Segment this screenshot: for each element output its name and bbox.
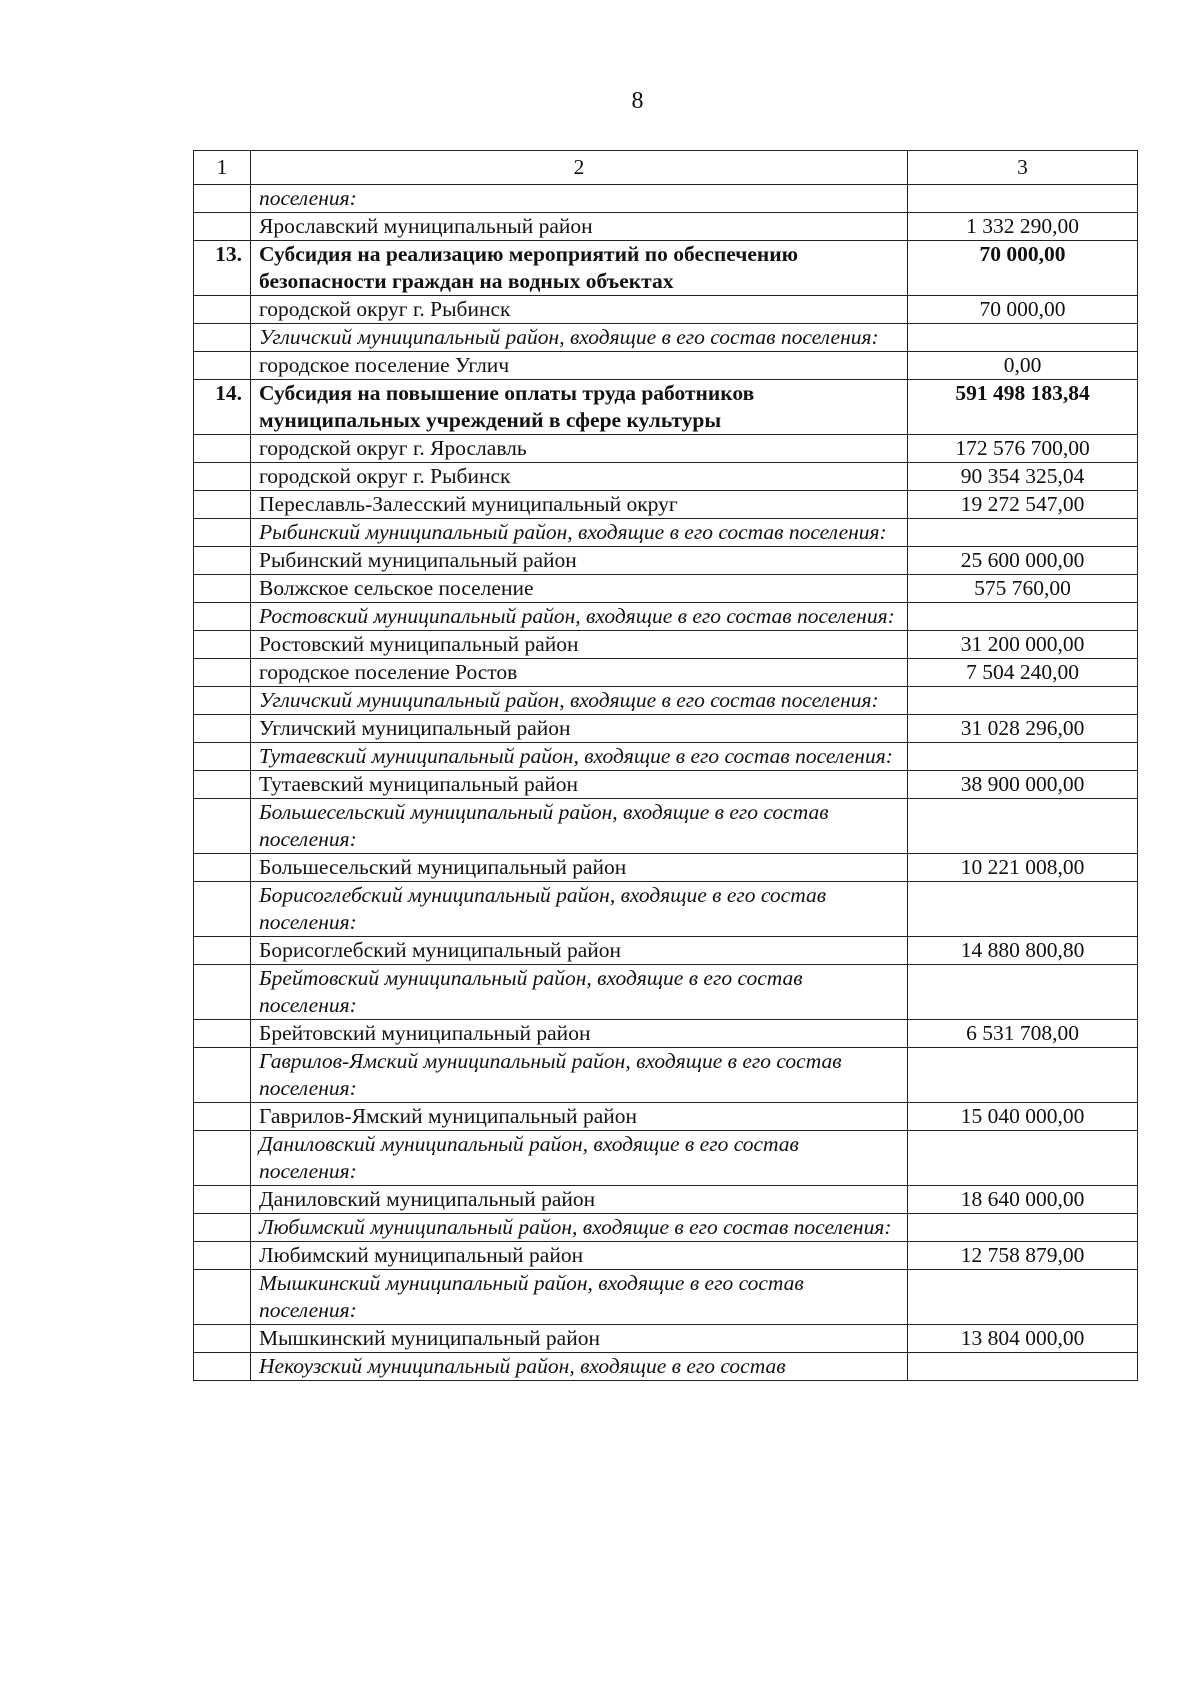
- row-label-cell: Ярославский муниципальный район: [251, 213, 908, 241]
- table-row: [194, 1103, 1138, 1131]
- table-row: [194, 882, 1138, 937]
- row-amount-cell: [908, 687, 1138, 715]
- table-row: [194, 380, 1138, 435]
- row-number-cell: [194, 937, 251, 965]
- row-number-cell: [194, 1103, 251, 1131]
- row-amount-cell: 70 000,00: [908, 241, 1138, 296]
- table-row: [194, 854, 1138, 882]
- row-label-cell: Даниловский муниципальный район: [251, 1186, 908, 1214]
- row-number-cell: [194, 882, 251, 937]
- row-amount-cell: 38 900 000,00: [908, 771, 1138, 799]
- row-label-cell: Большесельский муниципальный район, входящие в его состав поселения:: [251, 799, 908, 854]
- row-number-cell: 14.: [194, 380, 251, 435]
- row-amount-cell: 90 354 325,04: [908, 463, 1138, 491]
- row-label-cell: Большесельский муниципальный район: [251, 854, 908, 882]
- row-number-cell: [194, 631, 251, 659]
- row-number-cell: [194, 799, 251, 854]
- row-number-cell: [194, 854, 251, 882]
- table-row: [194, 519, 1138, 547]
- row-number-cell: [194, 296, 251, 324]
- row-amount-cell: 0,00: [908, 352, 1138, 380]
- table-row: [194, 603, 1138, 631]
- table-row: [194, 1048, 1138, 1103]
- row-amount-cell: [908, 1048, 1138, 1103]
- row-amount-cell: 10 221 008,00: [908, 854, 1138, 882]
- row-number-cell: [194, 575, 251, 603]
- row-number-cell: [194, 1131, 251, 1186]
- row-label-cell: Мышкинский муниципальный район, входящие в его состав поселения:: [251, 1270, 908, 1325]
- row-number-cell: [194, 771, 251, 799]
- row-amount-cell: [908, 185, 1138, 213]
- row-number-cell: [194, 1353, 251, 1381]
- row-label-cell: Субсидия на реализацию мероприятий по обеспечению безопасности граждан на водных объектах: [251, 241, 908, 296]
- row-amount-cell: 70 000,00: [908, 296, 1138, 324]
- column-header-number: 1: [194, 151, 251, 185]
- table-row: [194, 1020, 1138, 1048]
- row-number-cell: [194, 519, 251, 547]
- row-label-cell: Рыбинский муниципальный район, входящие в его состав поселения:: [251, 519, 908, 547]
- row-label-cell: Брейтовский муниципальный район, входящие в его состав поселения:: [251, 965, 908, 1020]
- row-amount-cell: 172 576 700,00: [908, 435, 1138, 463]
- page-number: 8: [631, 88, 644, 114]
- table-row: [194, 799, 1138, 854]
- table-row: [194, 185, 1138, 213]
- table-row: [194, 491, 1138, 519]
- row-number-cell: [194, 435, 251, 463]
- table-row: [194, 743, 1138, 771]
- row-number-cell: [194, 547, 251, 575]
- row-label-cell: Некоузский муниципальный район, входящие в его состав: [251, 1353, 908, 1381]
- row-number-cell: [194, 1048, 251, 1103]
- table-row: [194, 1242, 1138, 1270]
- table-row: [194, 1325, 1138, 1353]
- row-label-cell: городское поселение Углич: [251, 352, 908, 380]
- row-number-cell: [194, 603, 251, 631]
- table-row: [194, 937, 1138, 965]
- row-number-cell: 13.: [194, 241, 251, 296]
- table-row: [194, 463, 1138, 491]
- row-number-cell: [194, 1186, 251, 1214]
- table-row: [194, 324, 1138, 352]
- table-row: [194, 1131, 1138, 1186]
- table-row: [194, 771, 1138, 799]
- row-label-cell: Даниловский муниципальный район, входящие в его состав поселения:: [251, 1131, 908, 1186]
- row-label-cell: Борисоглебский муниципальный район, входящие в его состав поселения:: [251, 882, 908, 937]
- row-label-cell: Ростовский муниципальный район, входящие в его состав поселения:: [251, 603, 908, 631]
- row-number-cell: [194, 1242, 251, 1270]
- table-row: [194, 659, 1138, 687]
- row-label-cell: Тутаевский муниципальный район, входящие в его состав поселения:: [251, 743, 908, 771]
- row-number-cell: [194, 659, 251, 687]
- row-number-cell: [194, 715, 251, 743]
- row-label-cell: Любимский муниципальный район, входящие в его состав поселения:: [251, 1214, 908, 1242]
- table-row: [194, 213, 1138, 241]
- table-body: [194, 185, 1138, 1381]
- row-label-cell: Переславль-Залесский муниципальный округ: [251, 491, 908, 519]
- row-amount-cell: 591 498 183,84: [908, 380, 1138, 435]
- row-amount-cell: [908, 1353, 1138, 1381]
- row-label-cell: Гаврилов-Ямский муниципальный район: [251, 1103, 908, 1131]
- table-row: [194, 715, 1138, 743]
- row-amount-cell: 15 040 000,00: [908, 1103, 1138, 1131]
- row-amount-cell: 6 531 708,00: [908, 1020, 1138, 1048]
- row-number-cell: [194, 352, 251, 380]
- row-amount-cell: 13 804 000,00: [908, 1325, 1138, 1353]
- row-label-cell: Гаврилов-Ямский муниципальный район, входящие в его состав поселения:: [251, 1048, 908, 1103]
- row-label-cell: Волжское сельское поселение: [251, 575, 908, 603]
- row-label-cell: поселения:: [251, 185, 908, 213]
- row-label-cell: Угличский муниципальный район: [251, 715, 908, 743]
- row-number-cell: [194, 1214, 251, 1242]
- row-amount-cell: 25 600 000,00: [908, 547, 1138, 575]
- row-number-cell: [194, 324, 251, 352]
- row-amount-cell: 31 028 296,00: [908, 715, 1138, 743]
- row-amount-cell: [908, 965, 1138, 1020]
- table-row: [194, 241, 1138, 296]
- row-label-cell: Борисоглебский муниципальный район: [251, 937, 908, 965]
- table-row: [194, 965, 1138, 1020]
- row-label-cell: городской округ г. Ярославль: [251, 435, 908, 463]
- row-number-cell: [194, 213, 251, 241]
- row-amount-cell: [908, 1270, 1138, 1325]
- row-number-cell: [194, 743, 251, 771]
- row-amount-cell: 19 272 547,00: [908, 491, 1138, 519]
- row-amount-cell: [908, 324, 1138, 352]
- table-row: [194, 687, 1138, 715]
- row-amount-cell: 31 200 000,00: [908, 631, 1138, 659]
- row-number-cell: [194, 185, 251, 213]
- row-label-cell: Брейтовский муниципальный район: [251, 1020, 908, 1048]
- row-label-cell: городской округ г. Рыбинск: [251, 463, 908, 491]
- row-amount-cell: 575 760,00: [908, 575, 1138, 603]
- row-label-cell: Угличский муниципальный район, входящие в его состав поселения:: [251, 324, 908, 352]
- row-number-cell: [194, 1325, 251, 1353]
- table-row: [194, 575, 1138, 603]
- row-label-cell: городской округ г. Рыбинск: [251, 296, 908, 324]
- column-header-name: 2: [251, 151, 908, 185]
- row-label-cell: городское поселение Ростов: [251, 659, 908, 687]
- row-amount-cell: [908, 603, 1138, 631]
- row-amount-cell: [908, 519, 1138, 547]
- subsidy-table: [193, 150, 1138, 1381]
- table-row: [194, 296, 1138, 324]
- table-header-row: [194, 151, 1138, 185]
- table-row: [194, 1353, 1138, 1381]
- row-amount-cell: 12 758 879,00: [908, 1242, 1138, 1270]
- table-row: [194, 631, 1138, 659]
- row-label-cell: Любимский муниципальный район: [251, 1242, 908, 1270]
- row-number-cell: [194, 965, 251, 1020]
- column-header-amount: 3: [908, 151, 1138, 185]
- row-amount-cell: 18 640 000,00: [908, 1186, 1138, 1214]
- row-amount-cell: [908, 799, 1138, 854]
- row-label-cell: Ростовский муниципальный район: [251, 631, 908, 659]
- row-amount-cell: [908, 882, 1138, 937]
- row-label-cell: Рыбинский муниципальный район: [251, 547, 908, 575]
- table-row: [194, 435, 1138, 463]
- table-row: [194, 547, 1138, 575]
- row-amount-cell: 7 504 240,00: [908, 659, 1138, 687]
- row-label-cell: Субсидия на повышение оплаты труда работников муниципальных учреждений в сфере культуры: [251, 380, 908, 435]
- row-number-cell: [194, 687, 251, 715]
- row-label-cell: Угличский муниципальный район, входящие в его состав поселения:: [251, 687, 908, 715]
- row-label-cell: Тутаевский муниципальный район: [251, 771, 908, 799]
- row-amount-cell: [908, 1131, 1138, 1186]
- row-amount-cell: 1 332 290,00: [908, 213, 1138, 241]
- row-label-cell: Мышкинский муниципальный район: [251, 1325, 908, 1353]
- row-number-cell: [194, 463, 251, 491]
- row-number-cell: [194, 1020, 251, 1048]
- row-amount-cell: 14 880 800,80: [908, 937, 1138, 965]
- table-row: [194, 352, 1138, 380]
- table-row: [194, 1270, 1138, 1325]
- row-number-cell: [194, 1270, 251, 1325]
- table-row: [194, 1214, 1138, 1242]
- row-amount-cell: [908, 743, 1138, 771]
- row-number-cell: [194, 491, 251, 519]
- table-row: [194, 1186, 1138, 1214]
- row-amount-cell: [908, 1214, 1138, 1242]
